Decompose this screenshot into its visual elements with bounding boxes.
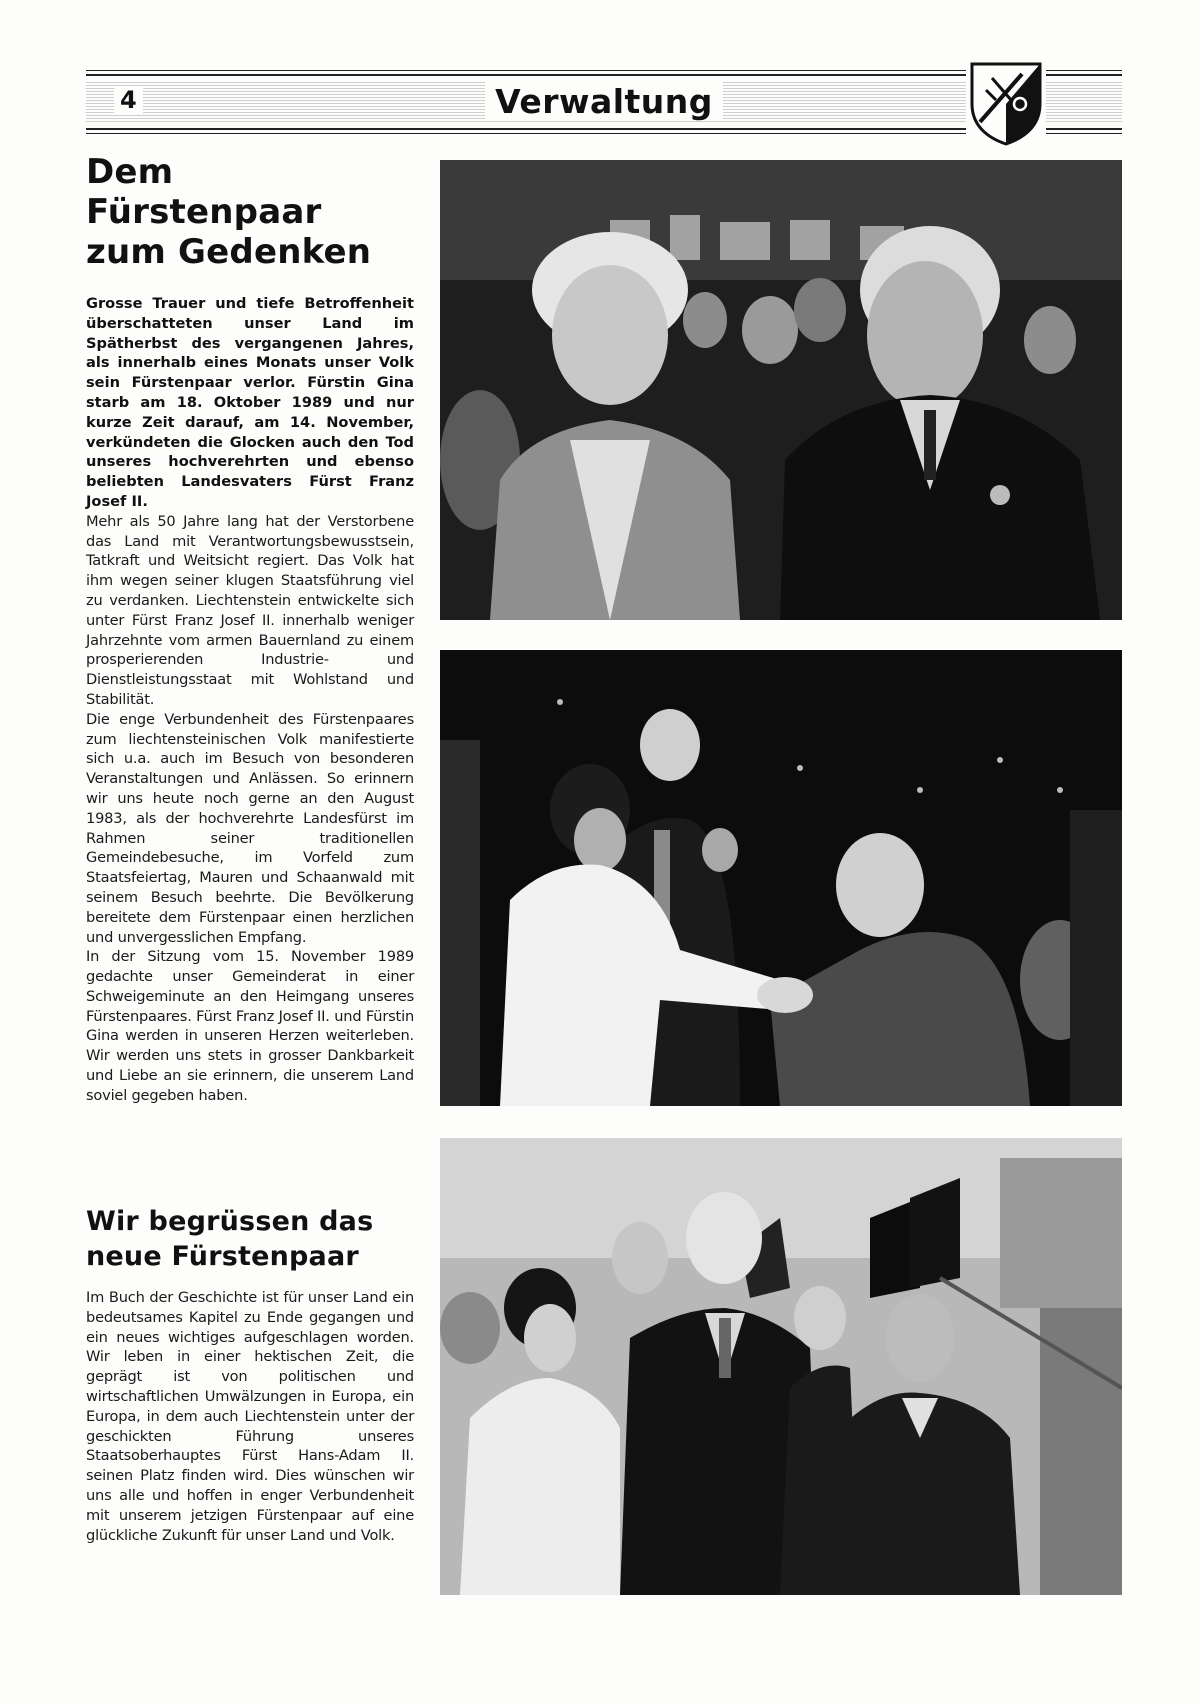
article-headline bbox=[86, 1204, 414, 1274]
article-headline bbox=[86, 152, 414, 272]
article-memorial bbox=[86, 152, 414, 1106]
article-paragraph: Im Buch der Geschichte ist für unser Land ein bedeutsames Kapitel zu Ende gegangen und ein neues wichtiges aufgeschlagen worden. Wir leben in einer hektischen Zeit, die geprägt ist von politischen und wirtschaftlichen Umwälzungen in Europa, ein Europa, in dem auch Liechtenstein unter der geschickten Führung unseres Staatsoberhauptes Fürst Hans-Adam II. seinen Platz finden wird. Dies wünschen wir uns alle und hoffen in enger Verbundenheit mit unserem jetzigen Fürstenpaar auf eine glückliche Zukunft für unser Land und Volk. bbox=[86, 1289, 414, 1544]
article-paragraph: Mehr als 50 Jahre lang hat der Verstorbene das Land mit Verantwortungsbewusstsein, Tatkraft und Weitsicht regiert. Das Volk hat ihm wegen seiner klugen Staatsführung viel zu verdanken. Liechtenstein entwickelte sich unter Fürst Franz Josef II. innerhalb weniger Jahrzehnte vom armen Bauernland zu einem prosperierenden Industrie- und Dienstleistungsstaat mit Wohlstand und Stabilität. bbox=[86, 512, 414, 708]
coat-of-arms-icon bbox=[966, 60, 1046, 146]
headline-line: Wir begrüssen das bbox=[86, 1206, 374, 1237]
article-lead: Grosse Trauer und tiefe Betroffenheit überschatteten unser Land im Spätherbst des vergangenen Jahres, als innerhalb eines Monats unser Volk sein Fürstenpaar verlor. Fürstin Gina starb am 18. Oktober 1989 und nur kurze Zeit darauf, am 14. November, verkündeten die Glocken auch den Tod unseres hochverehrten und ebenso beliebten Landesvaters Fürst Franz Josef II. bbox=[86, 295, 414, 510]
photo-new-prince-couple bbox=[440, 1138, 1122, 1595]
article-paragraph: Die enge Verbundenheit des Fürstenpaares zum liechtensteinischen Volk manifestierte sich u.a. auch im Besuch von besonderen Veranstaltungen und Anlässen. So erinnern wir uns heute noch gerne an den August 1983, als der hochverehrte Landesfürst im Rahmen seiner traditionellen Gemeindebesuche, im Vorfeld zum Staatsfeiertag, Mauren und Schaanwald mit seinem Besuch beehrte. Die Bevölkerung bereitete dem Fürstenpaar einen herzlichen und unvergesslichen Empfang. bbox=[86, 710, 414, 946]
article-paragraph: In der Sitzung vom 15. November 1989 gedachte unser Gemeinderat in einer Schweigeminute an den Heimgang unseres Fürstenpaares. Fürst Franz Josef II. und Fürstin Gina werden in unseren Herzen weiterleben. Wir werden uns stets in grosser Dankbarkeit und Liebe an sie erinnern, die unserem Land soviel gegeben haben. bbox=[86, 948, 414, 1104]
headline-line: Dem Fürstenpaar bbox=[86, 152, 322, 232]
page-header bbox=[86, 66, 1122, 136]
article-welcome bbox=[86, 1204, 414, 1545]
headline-line: neue Fürstenpaar bbox=[86, 1241, 359, 1272]
section-title-text: Verwaltung bbox=[485, 82, 723, 121]
photo-prince-handshake bbox=[440, 650, 1122, 1106]
page-number: 4 bbox=[114, 86, 143, 114]
headline-line: zum Gedenken bbox=[86, 232, 372, 272]
photo-prince-couple-crowd bbox=[440, 160, 1122, 620]
